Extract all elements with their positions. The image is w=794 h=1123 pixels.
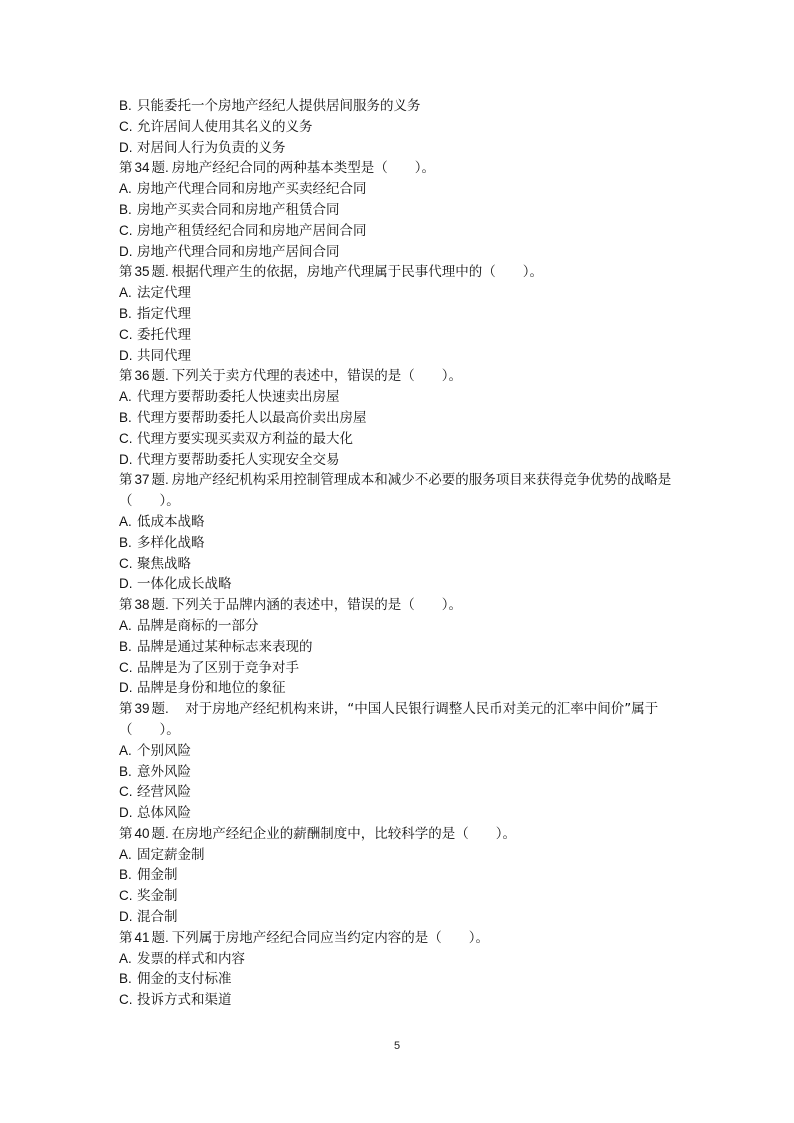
answer-option (119, 325, 679, 346)
question-text: 下列关于卖方代理的表述中，错误的是（ ）。 (171, 368, 463, 385)
answer-option (119, 117, 679, 138)
option-text: 总体风险 (137, 805, 191, 822)
option-text: 代理方要帮助委托人快速卖出房屋 (137, 389, 340, 406)
option-text: 投诉方式和渠道 (137, 992, 232, 1009)
option-letter: B. (119, 867, 132, 883)
answer-option (119, 429, 679, 450)
question-prefix: 第 (119, 825, 133, 841)
option-letter: D. (119, 243, 133, 259)
answer-option (119, 990, 679, 1011)
answer-option (119, 741, 679, 762)
answer-option (119, 304, 679, 325)
option-letter: A. (119, 181, 132, 197)
question-prefix: 第 (119, 472, 133, 488)
question-number: 36 (134, 368, 150, 384)
question-number: 35 (134, 264, 150, 280)
answer-option (119, 346, 679, 367)
option-letter: B. (119, 534, 132, 550)
question-suffix: 题. (151, 160, 169, 176)
question-37 (119, 470, 679, 512)
answer-option (119, 138, 679, 159)
option-letter: D. (119, 680, 133, 696)
option-letter: B. (119, 971, 132, 987)
option-text: 个别风险 (137, 742, 191, 759)
answer-option (119, 782, 679, 803)
answer-option (119, 678, 679, 699)
question-text: 对于房地产经纪机构来讲，“中国人民银行调整人民币对美元的汇率中间价”属于（ ）。 (119, 701, 659, 738)
option-text: 佣金的支付标准 (137, 971, 232, 988)
question-prefix: 第 (119, 597, 133, 613)
question-suffix: 题. (151, 825, 169, 841)
option-letter: D. (119, 909, 133, 925)
answer-option (119, 907, 679, 928)
option-letter: A. (119, 617, 132, 633)
answer-option (119, 886, 679, 907)
option-text: 固定薪金制 (137, 846, 205, 863)
option-letter: C. (119, 555, 133, 571)
option-letter: D. (119, 805, 133, 821)
question-number: 34 (134, 160, 150, 176)
question-35 (119, 262, 679, 283)
option-text: 指定代理 (137, 305, 191, 322)
option-letter: A. (119, 513, 132, 529)
question-suffix: 题. (151, 597, 169, 613)
option-text: 聚焦战略 (137, 555, 191, 572)
answer-option (119, 450, 679, 471)
question-text: 根据代理产生的依据，房地产代理属于民事代理中的（ ）。 (171, 264, 544, 281)
question-prefix: 第 (119, 264, 133, 280)
answer-option (119, 658, 679, 679)
answer-option (119, 179, 679, 200)
question-text: 在房地产经纪企业的薪酬制度中，比较科学的是（ ）。 (171, 825, 517, 842)
option-letter: C. (119, 992, 133, 1008)
question-text: 下列关于品牌内涵的表述中，错误的是（ ）。 (171, 597, 463, 614)
answer-option (119, 200, 679, 221)
option-letter: A. (119, 389, 132, 405)
option-text: 佣金制 (137, 867, 178, 884)
question-suffix: 题. (151, 472, 169, 488)
option-text: 房地产代理合同和房地产买卖经纪合同 (137, 181, 367, 198)
option-text: 一体化成长战略 (137, 576, 232, 593)
option-letter: A. (119, 285, 132, 301)
option-letter: C. (119, 659, 133, 675)
question-number: 39 (134, 701, 150, 717)
option-text: 法定代理 (137, 285, 191, 302)
option-text: 房地产租赁经纪合同和房地产居间合同 (137, 222, 367, 239)
question-38 (119, 595, 679, 616)
document-content (119, 96, 679, 1011)
answer-option (119, 96, 679, 117)
answer-option (119, 554, 679, 575)
option-letter: C. (119, 430, 133, 446)
option-text: 房地产买卖合同和房地产租赁合同 (137, 201, 340, 218)
answer-option (119, 762, 679, 783)
question-text: 下列属于房地产经纪合同应当约定内容的是（ ）。 (171, 929, 490, 946)
option-letter: B. (119, 638, 132, 654)
question-prefix: 第 (119, 160, 133, 176)
option-text: 多样化战略 (137, 534, 205, 551)
option-letter: B. (119, 305, 132, 321)
question-suffix: 题. (151, 701, 169, 717)
answer-option (119, 512, 679, 533)
option-text: 品牌是通过某种标志来表现的 (137, 638, 313, 655)
option-text: 意外风险 (137, 763, 191, 780)
question-41 (119, 928, 679, 949)
question-suffix: 题. (151, 264, 169, 280)
option-text: 房地产代理合同和房地产居间合同 (137, 243, 340, 260)
page-number: 5 (393, 1040, 401, 1052)
answer-option (119, 408, 679, 429)
option-text: 混合制 (137, 909, 178, 926)
option-letter: C. (119, 784, 133, 800)
question-text: 房地产经纪合同的两种基本类型是（ ）。 (171, 160, 436, 177)
answer-option (119, 387, 679, 408)
question-number: 40 (134, 825, 150, 841)
answer-option (119, 949, 679, 970)
option-text: 代理方要实现买卖双方利益的最大化 (137, 430, 353, 447)
option-letter: C. (119, 888, 133, 904)
option-text: 经营风险 (137, 784, 191, 801)
option-letter: A. (119, 950, 132, 966)
answer-option (119, 969, 679, 990)
answer-option (119, 221, 679, 242)
option-letter: B. (119, 201, 132, 217)
option-text: 品牌是商标的一部分 (137, 617, 259, 634)
option-text: 代理方要帮助委托人实现安全交易 (137, 451, 340, 468)
question-text: 房地产经纪机构采用控制管理成本和减少不必要的服务项目来获得竞争优势的战略是（ ）。 (119, 472, 672, 510)
answer-option (119, 616, 679, 637)
question-number: 38 (134, 597, 150, 613)
question-39 (119, 699, 679, 741)
question-number: 37 (134, 472, 150, 488)
option-letter: B. (119, 409, 132, 425)
question-36 (119, 366, 679, 387)
answer-option (119, 574, 679, 595)
option-letter: C. (119, 222, 133, 238)
option-letter: C. (119, 118, 133, 134)
question-prefix: 第 (119, 929, 133, 945)
question-34 (119, 158, 679, 179)
question-number: 41 (134, 929, 150, 945)
option-text: 代理方要帮助委托人以最高价卖出房屋 (137, 409, 367, 426)
question-suffix: 题. (151, 929, 169, 945)
option-letter: A. (119, 742, 132, 758)
option-letter: C. (119, 326, 133, 342)
option-letter: A. (119, 846, 132, 862)
question-suffix: 题. (151, 368, 169, 384)
answer-option (119, 533, 679, 554)
option-text: 品牌是身份和地位的象征 (137, 680, 286, 697)
question-40 (119, 824, 679, 845)
question-prefix: 第 (119, 701, 133, 717)
option-text: 对居间人行为负责的义务 (137, 139, 286, 156)
option-text: 委托代理 (137, 326, 191, 343)
answer-option (119, 242, 679, 263)
answer-option (119, 283, 679, 304)
answer-option (119, 865, 679, 886)
option-text: 允许居间人使用其名义的义务 (137, 118, 313, 135)
option-letter: B. (119, 763, 132, 779)
answer-option (119, 845, 679, 866)
option-letter: D. (119, 451, 133, 467)
option-letter: D. (119, 347, 133, 363)
option-letter: D. (119, 139, 133, 155)
answer-option (119, 803, 679, 824)
option-text: 共同代理 (137, 347, 191, 364)
option-text: 发票的样式和内容 (137, 950, 245, 967)
option-letter: B. (119, 98, 132, 113)
option-letter: D. (119, 576, 133, 592)
option-text: 品牌是为了区别于竞争对手 (137, 659, 299, 676)
option-text: 奖金制 (137, 888, 178, 905)
option-text: 低成本战略 (137, 513, 205, 530)
answer-option (119, 637, 679, 658)
question-prefix: 第 (119, 368, 133, 384)
option-text: 只能委托一个房地产经纪人提供居间服务的义务 (137, 98, 421, 114)
